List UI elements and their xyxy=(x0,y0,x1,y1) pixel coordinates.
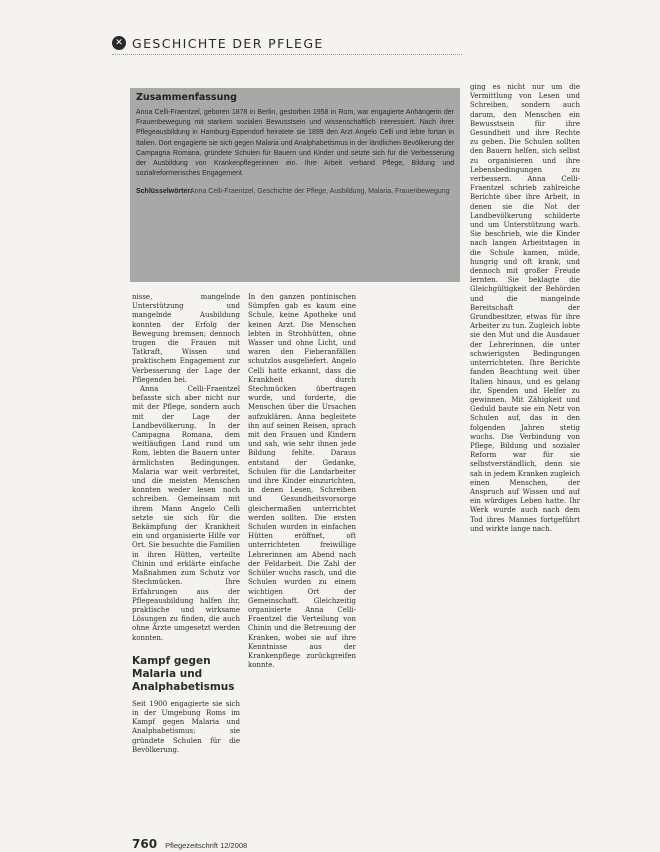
journal-name: Pflegezeitschrift 12/2008 xyxy=(165,841,248,850)
paragraph: Seit 1900 engagierte sie sich in der Umgebung Roms im Kampf gegen Malaria und Analphabetismus; sie gründete Schulen für die Bevölkerung. xyxy=(132,699,240,754)
page-footer xyxy=(132,837,247,851)
keywords-label: Schlüsselwörter: xyxy=(136,188,193,196)
paragraph: ging es nicht nur um die Vermittlung von Lesen und Schreiben, sondern auch darum, den Menschen ein Bewusstsein für ihre Gesundheit und ihre Rechte zu geben. Die Schulen sollten den Bauern helfen, sich selbst zu organisieren und ihre Lebensbedingungen zu verbessern. Anna Celli-Fraentzel schrieb zahlreiche Berichte über ihre Arbeit, in denen sie die Not der Landbevölkerung schilderte und um Unterstützung warb. Sie beschrieb, wie die Kinder nach langen Arbeitstagen in die Schule kamen, müde, hungrig und oft krank, und dennoch mit großer Freude lernten. Sie beklagte die Gleichgültigkeit der Behörden und die mangelnde Bereitschaft der Grundbesitzer, etwas für ihre Arbeiter zu tun. Zugleich lobte sie den Mut und die Ausdauer der Lehrerinnen, die unter schwierigsten Bedingungen unterrichteten. Ihre Berichte fanden Beachtung weit über Italien hinaus, und es gelang ihr, Spenden und Helfer zu gewinnen. Mit Zähigkeit und Geduld baute sie ein Netz von Schulen auf, das in den folgenden Jahren stetig wuchs. Die Verbindung von Pflege, Bildung und sozialer Reform war für sie selbstverständlich, denn sie sah in jedem Kranken zugleich einen Menschen, der Anspruch auf Wissen und auf ein würdiges Leben hatte. Ihr Werk wurde auch nach dem Tod ihres Mannes fortgeführt und wirkte lange nach. xyxy=(470,83,580,533)
paragraph: nisse, mangelnde Unterstützung und mangelnde Ausbildung konnten der Erfolg der Bewegung bremsen; dennoch trugen die Frauen mit Tatkraft, Wissen und praktischem Engagement zur Verbesserung der Lage der Pflegenden bei. xyxy=(132,293,240,384)
summary-heading: Zusammenfassung xyxy=(136,92,237,103)
section-title: GESCHICHTE DER PFLEGE xyxy=(132,35,324,51)
text-column-middle xyxy=(248,293,356,828)
keywords-row xyxy=(136,187,454,197)
x-circle-icon: ✕ xyxy=(112,36,126,50)
summary-text: Anna Celli-Fraentzel, geboren 1878 in Berlin, gestorben 1958 in Rom, war engagierte Anhängerin der Frauenbewegung mit starkem sozialen Bewusstsein und wissenschaftlich interessiert. Nach ihrer Pflegeausbildung in Hamburg-Eppendorf heiratete sie 1899 den Arzt Angelo Celli und lebte fortan in Italien. Dort engagierte sie sich gegen Malaria und Analphabetismus in der ländlichen Bevölkerung der Campagna Romana, gründete Schulen für Bauern und Kinder und setzte sich für die Verbesserung der Ausbildung von Krankenpflegerinnen ein. Ihre Arbeit verband Pflege, Bildung und sozialreformerisches Engagement. xyxy=(136,109,454,178)
section-header xyxy=(112,33,324,53)
text-column-right xyxy=(470,83,580,828)
header-divider xyxy=(112,54,462,55)
paragraph: Anna Celli-Fraentzel befasste sich aber nicht nur mit der Pflege, sondern auch mit der Lage der Landbevölkerung. In der Campagna Romana, dem weitläufigen Land rund um Rom, lebten die Bauern unter ärmlichsten Bedingungen. Malaria war weit verbreitet, und die meisten Menschen konnten weder lesen noch schreiben. Gemeinsam mit ihrem Mann Angelo Celli setzte sie sich für die Bekämpfung der Krankheit ein und organisierte Hilfe vor Ort. Sie besuchte die Familien in ihren Hütten, verteilte Chinin und erklärte einfache Maßnahmen zum Schutz vor Stechmücken. Ihre Erfahrungen aus der Pflegeausbildung halfen ihr, praktische und wirksame Lösungen zu finden, die auch ohne Ärzte umgesetzt werden konnten. xyxy=(132,385,240,642)
summary-box xyxy=(130,88,460,282)
subheading: Kampf gegen Malaria und Analphabetismus xyxy=(132,654,235,693)
text-column-left xyxy=(132,293,240,828)
keywords-list: Anna Celli-Fraentzel, Geschichte der Pflege, Ausbildung, Malaria, Frauenbewegung xyxy=(190,188,450,196)
paragraph: In den ganzen pontinischen Sümpfen gab es kaum eine Schule, keine Apotheke und keinen Arzt. Die Menschen lebten in Strohhütten, ohne Wasser und ohne Licht, und waren den Fieberanfällen schutzlos ausgeliefert. Angelo Celli hatte erkannt, dass die Krankheit durch Stechmücken übertragen wurde, und forderte, die Menschen über die Ursachen aufzuklären. Anna begleitete ihn auf seinen Reisen, sprach mit den Frauen und Kindern und sah, wie sehr ihnen jede Bildung fehlte. Daraus entstand der Gedanke, Schulen für die Landarbeiter und ihre Kinder einzurichten, in denen Lesen, Schreiben und Gesundheitsvorsorge gleichermaßen unterrichtet werden sollten. Die ersten Schulen wurden in einfachen Hütten eröffnet, oft unterrichteten freiwillige Lehrerinnen am Abend nach der Feldarbeit. Die Zahl der Schüler wuchs rasch, und die Schulen wurden zu einem wichtigen Ort der Gemeinschaft. Gleichzeitig organisierte Anna Celli-Fraentzel die Verteilung von Chinin und die Betreuung der Kranken, wobei sie auf ihre Kenntnisse aus der Krankenpflege zurückgreifen konnte. xyxy=(248,293,356,670)
page-number: 760 xyxy=(132,837,158,851)
